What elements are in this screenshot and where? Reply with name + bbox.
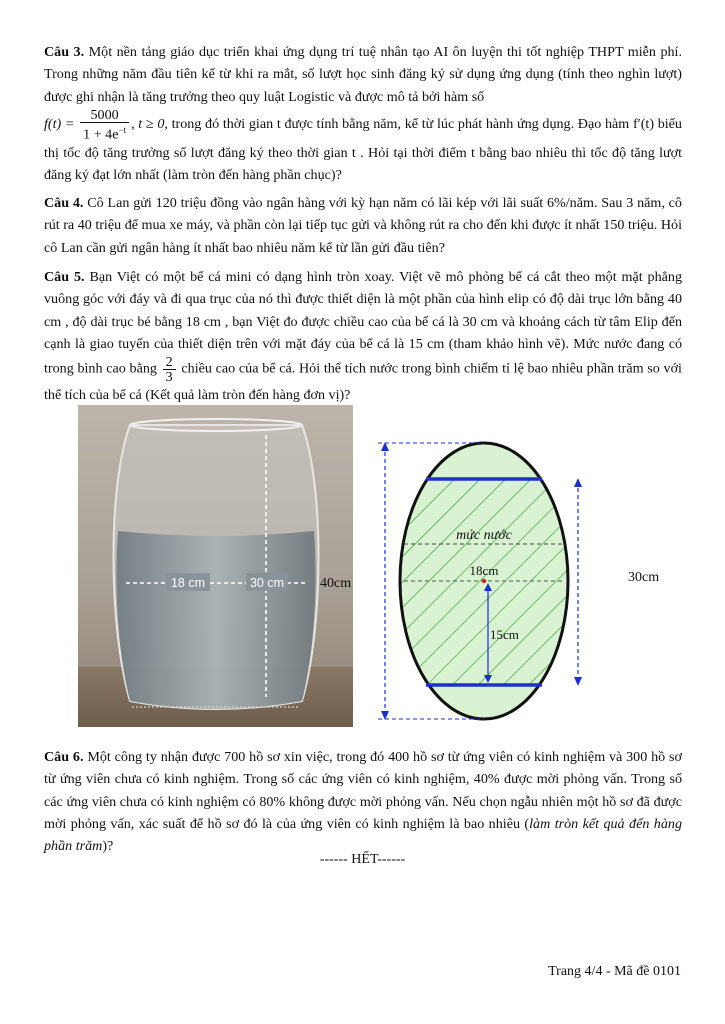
glass-photo (78, 405, 353, 727)
function-lhs: f(t) = (44, 115, 79, 132)
question-3-text-part1: Một nền tảng giáo dục triển khai ứng dụng trí tuệ nhân tạo AI ôn luyện thi tốt nghiệp THPT miễn phí. Trong những năm đầu tiên kể từ khi ra mắt, số lượt học sinh đăng ký sử dụng ứng dụng (tính theo nghìn lượt) được ghi nhận là tăng trưởng theo quy luật Logistic và được mô tả bởi hàm số (44, 44, 682, 105)
page-footer: Trang 4/4 - Mã đề 0101 (548, 964, 681, 979)
question-4-label: Câu 4. (44, 195, 84, 211)
function-condition: , t ≥ 0, (131, 115, 168, 132)
height-label: 30cm (628, 570, 660, 585)
major-axis-label: 40cm (320, 576, 352, 591)
glass-water (117, 531, 316, 709)
question-5 (44, 266, 682, 406)
water-level-label: mức nước (456, 528, 512, 543)
question-4-text: Cô Lan gửi 120 triệu đồng vào ngân hàng với kỳ hạn năm có lãi kép với lãi suất 6%/năm. Sau 3 năm, cô rút ra 40 triệu để mua xe máy, và phần còn lại tiếp tục gửi và không rút ra cho đến khi được ít nhất 150 triệu. Hỏi cô Lan cần gửi ngân hàng ít nhất bao nhiêu năm kể từ lần gửi đầu tiên? (44, 195, 682, 256)
function-formula (44, 106, 172, 143)
function-fraction (80, 108, 129, 142)
height-arrow-head-top (574, 478, 582, 487)
question-6 (44, 746, 682, 857)
ellipse-center (482, 579, 486, 583)
photo-height-label: 30 cm (249, 576, 285, 590)
water-fraction-num: 2 (163, 355, 176, 370)
question-6-label: Câu 6. (44, 749, 84, 765)
question-3 (44, 41, 682, 186)
ellipse-diagram (318, 437, 688, 727)
function-denominator: 1 + 4e (83, 126, 119, 143)
water-fraction-den: 3 (165, 369, 173, 386)
question-3-label: Câu 3. (44, 44, 85, 60)
question-5-text-part2: (tham khảo hình vẽ). Mức nước đang có trong bình cao bằng (44, 335, 682, 377)
minor-axis-label: 18cm (469, 563, 499, 578)
function-numerator: 5000 (80, 108, 129, 123)
question-3-text-part2: trong đó thời gian t được tính bằng năm, kể từ lúc phát hành ứng dụng. Đạo hàm f′(t) biểu thị tốc độ tăng trưởng số lượt đăng ký theo thời gian t . Hỏi tại thời điểm t bằng bao nhiêu thì tốc độ tăng lượt đăng ký đạt lớn nhất (làm tròn đến hàng phần chục)? (44, 115, 682, 183)
water-fraction (163, 355, 176, 384)
photo-width-label: 18 cm (170, 576, 206, 590)
question-6-italic: làm tròn kết quả đến hàng phần trăm (44, 815, 682, 855)
question-6-text: Một công ty nhận được 700 hồ sơ xin việc, trong đó 400 hồ sơ từ ứng viên có kinh nghiệm và 300 hồ sơ từ ứng viên chưa có kinh nghiệm. Trong số các ứng viên có kinh nghiệm, 40% được mời phỏng vấn. Trong số các ứng viên chưa có kinh nghiệm có 80% không được mời phỏng vấn. Nếu chọn ngẫu nhiên một hồ sơ đã được mời phỏng vấn, xác suất để hồ sơ đó là của ứng viên có kinh nghiệm là bao nhiêu ( (44, 749, 682, 832)
height-arrow-head-bottom (574, 677, 582, 686)
function-exponent: −t (118, 124, 127, 135)
question-5-text-part3: chiều cao của bể cá. Hỏi thể tích nước trong bình chiếm tỉ lệ bao nhiêu phần trăm so với thể tích của bể cá (Kết quả làm tròn đến hàng đơn vị)? (44, 360, 682, 404)
question-6-end: )? (102, 838, 114, 855)
question-5-text-part1: Bạn Việt có một bể cá mini có dạng hình tròn xoay. Việt vẽ mô phỏng bể cá cắt theo một mặt phẳng vuông góc với đáy và đi qua trục của nó thì được thiết diện là một phần của hình elip có độ dài trục lớn bằng 40 cm , độ dài trục bé bằng 18 cm , bạn Việt đo được chiều cao của bể cá là 30 cm và khoảng cách từ tâm Elip đến cạnh là giao tuyến của thiết diện trên với mặt đáy của bể cá là 15 cm (44, 269, 682, 352)
center-to-base-label: 15cm (490, 627, 519, 642)
end-marker: ------ HẾT------ (319, 852, 406, 867)
question-5-label: Câu 5. (44, 269, 85, 285)
question-4 (44, 192, 682, 259)
